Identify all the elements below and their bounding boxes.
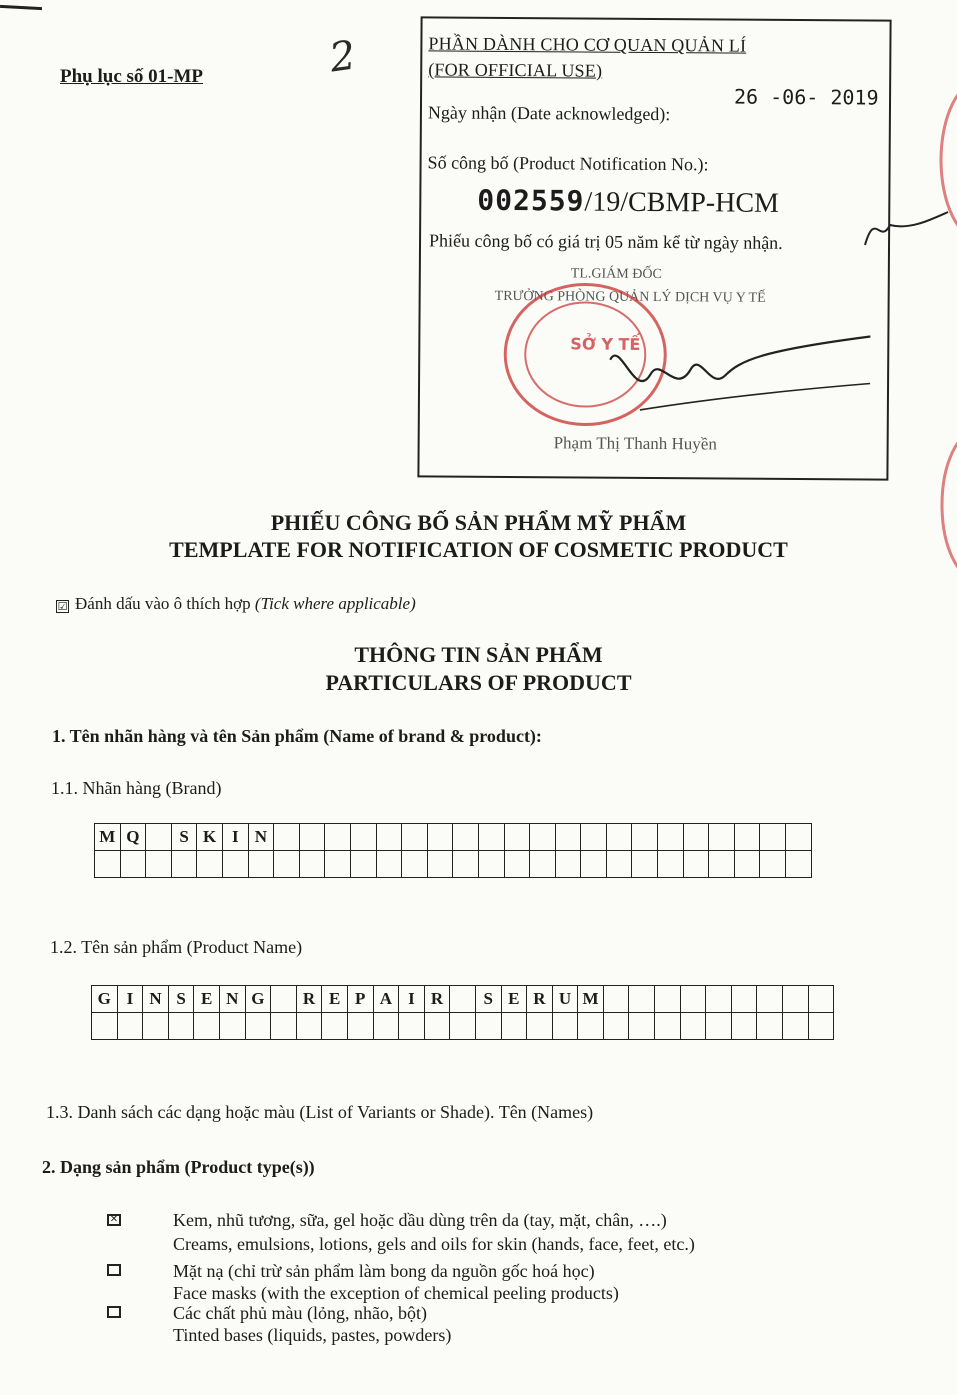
letter-cell (296, 1013, 322, 1040)
letter-cell (603, 986, 629, 1013)
letter-cell: N (143, 986, 169, 1013)
letter-cell (581, 824, 607, 851)
letter-cell (757, 986, 783, 1013)
letter-cell (555, 851, 581, 878)
letter-cell (95, 851, 121, 878)
corner-mark (0, 5, 42, 10)
letter-cell (478, 851, 504, 878)
letter-cell (350, 851, 376, 878)
letter-cell (731, 986, 757, 1013)
handwritten-signature (580, 319, 881, 421)
brand-letter-grid (94, 823, 812, 878)
letter-cell (632, 824, 658, 851)
letter-cell: R (296, 986, 322, 1013)
letter-cell (808, 1013, 834, 1040)
letter-cell: I (399, 986, 425, 1013)
section-1-1-heading: 1.1. Nhãn hàng (Brand) (51, 778, 222, 798)
letter-cell: M (95, 824, 121, 851)
letter-cell: U (552, 986, 578, 1013)
letter-cell (504, 851, 530, 878)
letter-cell: N (248, 824, 274, 851)
tick-instruction-vi: Đánh dấu vào ô thích hợp (75, 594, 251, 613)
notification-number-digits: 002559 (477, 183, 585, 218)
letter-cell (504, 824, 530, 851)
letter-cell (680, 1013, 706, 1040)
product-type-label-vi: Kem, nhũ tương, sữa, gel hoặc dầu dùng trên da (tay, mặt, chân, ….) (173, 1210, 667, 1230)
letter-cell (478, 824, 504, 851)
letter-cell (322, 1013, 348, 1040)
letter-cell (299, 824, 325, 851)
side-seal-top (926, 60, 957, 260)
letter-cell: Q (120, 824, 146, 851)
letter-cell (706, 1013, 732, 1040)
letter-cell (786, 824, 812, 851)
official-use-box (417, 16, 891, 480)
form-title-vi: PHIẾU CÔNG BỐ SẢN PHẨM MỸ PHẨM (270, 510, 687, 535)
letter-cell: G (245, 986, 271, 1013)
particulars-title-en: PARTICULARS OF PRODUCT (325, 670, 632, 695)
letter-cell (376, 851, 402, 878)
letter-cell (683, 851, 709, 878)
letter-cell: P (347, 986, 373, 1013)
letter-cell (450, 986, 476, 1013)
letter-cell (248, 851, 274, 878)
product-type-option-creams (173, 1208, 695, 1256)
section-1-heading: 1. Tên nhãn hàng và tên Sản phẩm (Name of brand & product): (52, 726, 542, 746)
letter-cell (629, 986, 655, 1013)
letter-cell (786, 851, 812, 878)
product-name-letter-grid (91, 985, 834, 1040)
product-type-label-en: Creams, emulsions, lotions, gels and oils for skin (hands, face, feet, etc.) (173, 1234, 695, 1254)
letter-cell (427, 824, 453, 851)
side-seal-bottom (930, 420, 957, 590)
letter-cell (783, 986, 809, 1013)
letter-cell (299, 851, 325, 878)
particulars-title-vi: THÔNG TIN SẢN PHẨM (354, 642, 603, 667)
signer-department: TRƯỞNG PHÒNG QUẢN LÝ DỊCH VỤ Y TẾ (494, 288, 766, 306)
letter-cell (376, 824, 402, 851)
letter-cell (555, 824, 581, 851)
letter-cell (783, 1013, 809, 1040)
letter-cell (527, 1013, 553, 1040)
letter-cell (760, 824, 786, 851)
letter-cell (146, 851, 172, 878)
product-type-label-vi: Các chất phủ màu (lỏng, nhão, bột) (173, 1303, 427, 1323)
date-acknowledged-value: 26 -06- 2019 (733, 84, 879, 110)
letter-cell (530, 851, 556, 878)
letter-cell: K (197, 824, 223, 851)
letter-cell: E (501, 986, 527, 1013)
letter-cell: S (171, 824, 197, 851)
letter-cell (245, 1013, 271, 1040)
letter-cell (603, 1013, 629, 1040)
notification-number (477, 184, 779, 220)
letter-cell: S (475, 986, 501, 1013)
notification-number-label: Số công bố (Product Notification No.): (427, 152, 709, 175)
letter-cell (274, 824, 300, 851)
letter-cell (581, 851, 607, 878)
letter-cell (168, 1013, 194, 1040)
letter-cell (629, 1013, 655, 1040)
official-use-title-en: (FOR OFFICIAL USE) (428, 59, 603, 81)
letter-cell (194, 1013, 220, 1040)
letter-cell (734, 851, 760, 878)
section-1-3-heading: 1.3. Danh sách các dạng hoặc màu (List of Variants or Shade). Tên (Names) (46, 1102, 594, 1122)
letter-cell (683, 824, 709, 851)
checked-box-icon: ☑ (57, 600, 68, 613)
letter-cell (709, 851, 735, 878)
letter-cell (143, 1013, 169, 1040)
letter-cell (501, 1013, 527, 1040)
letter-cell (347, 1013, 373, 1040)
letter-cell (757, 1013, 783, 1040)
letter-cell (453, 851, 479, 878)
signer-title: TL.GIÁM ĐỐC (570, 266, 662, 283)
letter-cell (706, 986, 732, 1013)
letter-cell (606, 851, 632, 878)
product-type-label-en: Face masks (with the exception of chemical peeling products) (173, 1283, 619, 1303)
letter-cell (450, 1013, 476, 1040)
tick-instruction (56, 594, 416, 614)
product-type-option-face-masks (173, 1260, 619, 1304)
validity-note: Phiếu công bố có giá trị 05 năm kể từ ngày nhận. (428, 230, 783, 253)
annex-label: Phụ lục số 01-MP (60, 66, 204, 87)
letter-cell (373, 1013, 399, 1040)
letter-cell (424, 1013, 450, 1040)
letter-cell (453, 824, 479, 851)
section-2-heading: 2. Dạng sản phẩm (Product type(s)) (42, 1157, 315, 1177)
letter-cell: R (424, 986, 450, 1013)
notification-number-suffix: /19/CBMP-HCM (584, 186, 780, 219)
official-use-title (428, 30, 746, 84)
official-use-title-vi: PHẦN DÀNH CHO CƠ QUAN QUẢN LÍ (428, 33, 747, 56)
letter-cell: I (222, 824, 248, 851)
letter-cell (658, 824, 684, 851)
letter-cell (709, 824, 735, 851)
letter-cell (658, 851, 684, 878)
letter-cell (808, 986, 834, 1013)
letter-cell (578, 1013, 604, 1040)
letter-cell: G (92, 986, 118, 1013)
letter-cell (350, 824, 376, 851)
letter-cell: N (219, 986, 245, 1013)
date-acknowledged-label: Ngày nhận (Date acknowledged): (427, 102, 671, 125)
letter-cell (399, 1013, 425, 1040)
product-type-label-vi: Mặt nạ (chỉ trừ sản phẩm làm bong da nguồn gốc hoá học) (173, 1261, 595, 1281)
letter-cell (475, 1013, 501, 1040)
letter-cell (655, 986, 681, 1013)
letter-cell (117, 1013, 143, 1040)
letter-cell: S (168, 986, 194, 1013)
letter-cell (222, 851, 248, 878)
letter-cell (274, 851, 300, 878)
letter-cell (760, 851, 786, 878)
letter-cell (325, 851, 351, 878)
letter-cell (271, 1013, 297, 1040)
letter-cell (402, 851, 428, 878)
letter-cell: I (117, 986, 143, 1013)
letter-cell (731, 1013, 757, 1040)
letter-cell (402, 824, 428, 851)
letter-cell (120, 851, 146, 878)
section-1-2-heading: 1.2. Tên sản phẩm (Product Name) (50, 937, 303, 957)
product-type-checkbox-tinted-bases[interactable] (107, 1306, 121, 1318)
letter-cell (325, 824, 351, 851)
letter-cell (146, 824, 172, 851)
letter-cell (171, 851, 197, 878)
letter-cell (734, 824, 760, 851)
letter-cell (632, 851, 658, 878)
signer-name: Phạm Thị Thanh Huyền (553, 433, 717, 454)
letter-cell (197, 851, 223, 878)
letter-cell: R (527, 986, 553, 1013)
handwritten-page-number: 2 (326, 32, 359, 82)
stamp-text: SỞ Y TẾ (570, 334, 641, 354)
letter-cell (271, 986, 297, 1013)
letter-cell (219, 1013, 245, 1040)
product-type-option-tinted-bases (173, 1302, 451, 1346)
letter-cell: E (194, 986, 220, 1013)
letter-cell: M (578, 986, 604, 1013)
letter-cell (552, 1013, 578, 1040)
letter-cell (427, 851, 453, 878)
letter-cell: A (373, 986, 399, 1013)
product-type-label-en: Tinted bases (liquids, pastes, powders) (173, 1325, 452, 1345)
letter-cell: E (322, 986, 348, 1013)
letter-cell (92, 1013, 118, 1040)
letter-cell (606, 824, 632, 851)
letter-cell (680, 986, 706, 1013)
letter-cell (655, 1013, 681, 1040)
product-type-checkbox-face-masks[interactable] (107, 1264, 121, 1276)
product-type-checkbox-creams[interactable]: ✕ (107, 1214, 121, 1226)
tick-instruction-en: (Tick where applicable) (254, 594, 416, 613)
letter-cell (530, 824, 556, 851)
form-title-en: TEMPLATE FOR NOTIFICATION OF COSMETIC PRODUCT (169, 537, 788, 562)
